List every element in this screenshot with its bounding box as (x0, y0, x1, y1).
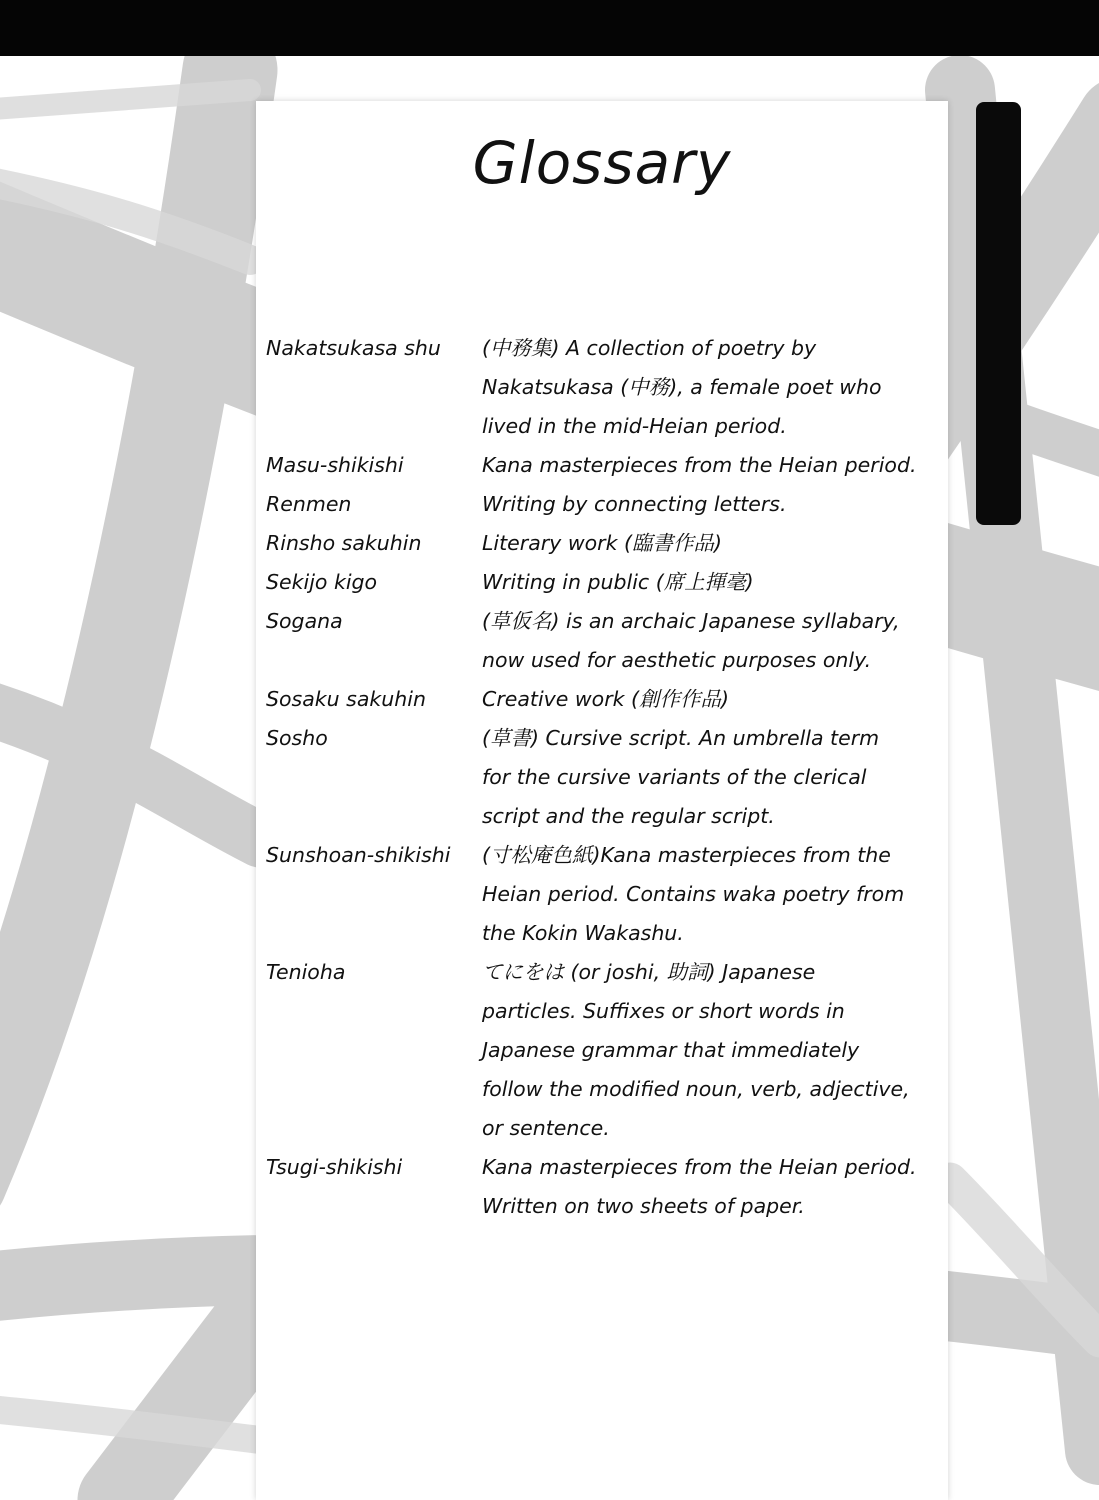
glossary-definition (482, 836, 946, 953)
definition-line: script and the regular script. (482, 804, 775, 828)
definition-line: Literary work (臨書作品) (482, 531, 722, 555)
glossary-definition (482, 524, 946, 563)
glossary-definition (482, 953, 946, 1148)
definition-line: now used for aesthetic purposes only. (482, 648, 872, 672)
definition-line: Written on two sheets of paper. (482, 1194, 805, 1218)
glossary-definition (482, 329, 946, 446)
glossary-definition (482, 1148, 946, 1226)
glossary-entry (266, 563, 946, 602)
definition-line: (寸松庵色紙)Kana masterpieces from the (482, 843, 891, 867)
glossary-panel (256, 101, 948, 1500)
glossary-entry (266, 1148, 946, 1226)
glossary-term: Rinsho sakuhin (266, 531, 422, 555)
glossary-entry (266, 719, 946, 836)
glossary-term: Sogana (266, 609, 343, 633)
page-title: Glossary (472, 129, 732, 197)
definition-line: Nakatsukasa (中務), a female poet who (482, 375, 882, 399)
scrollbar-thumb[interactable] (976, 102, 1021, 525)
glossary-definition (482, 680, 946, 719)
definition-line: てにをは (or joshi, 助詞) Japanese (482, 960, 816, 984)
glossary-term: Nakatsukasa shu (266, 336, 441, 360)
glossary-entry (266, 485, 946, 524)
definition-line: Writing by connecting letters. (482, 492, 787, 516)
definition-line: Heian period. Contains waka poetry from (482, 882, 905, 906)
glossary-entry (266, 446, 946, 485)
glossary-definition (482, 446, 946, 485)
definition-line: for the cursive variants of the clerical (482, 765, 867, 789)
definition-line: follow the modified noun, verb, adjective, (482, 1077, 910, 1101)
glossary-term: Tenioha (266, 960, 346, 984)
definition-line: Japanese grammar that immediately (482, 1038, 860, 1062)
glossary-list (266, 329, 946, 1226)
definition-line: lived in the mid-Heian period. (482, 414, 787, 438)
definition-line: or sentence. (482, 1116, 610, 1140)
definition-line: Kana masterpieces from the Heian period. (482, 453, 917, 477)
glossary-definition (482, 485, 946, 524)
definition-line: the Kokin Wakashu. (482, 921, 684, 945)
definition-line: Writing in public (席上揮毫) (482, 570, 754, 594)
glossary-entry (266, 329, 946, 446)
glossary-term: Sekijo kigo (266, 570, 378, 594)
glossary-term: Masu-shikishi (266, 453, 404, 477)
glossary-term: Renmen (266, 492, 352, 516)
glossary-entry (266, 953, 946, 1148)
glossary-term: Sunshoan-shikishi (266, 843, 451, 867)
definition-line: (草書) Cursive script. An umbrella term (482, 726, 880, 750)
glossary-definition (482, 563, 946, 602)
glossary-term: Tsugi-shikishi (266, 1155, 403, 1179)
glossary-entry (266, 680, 946, 719)
top-bar (0, 0, 1099, 56)
glossary-entry (266, 524, 946, 563)
glossary-definition (482, 602, 946, 680)
glossary-entry (266, 836, 946, 953)
definition-line: particles. Suffixes or short words in (482, 999, 845, 1023)
definition-line: Creative work (創作作品) (482, 687, 730, 711)
glossary-entry (266, 602, 946, 680)
glossary-term: Sosho (266, 726, 328, 750)
glossary-definition (482, 719, 946, 836)
definition-line: Kana masterpieces from the Heian period. (482, 1155, 917, 1179)
definition-line: (草仮名) is an archaic Japanese syllabary, (482, 609, 900, 633)
glossary-term: Sosaku sakuhin (266, 687, 426, 711)
definition-line: (中務集) A collection of poetry by (482, 336, 817, 360)
